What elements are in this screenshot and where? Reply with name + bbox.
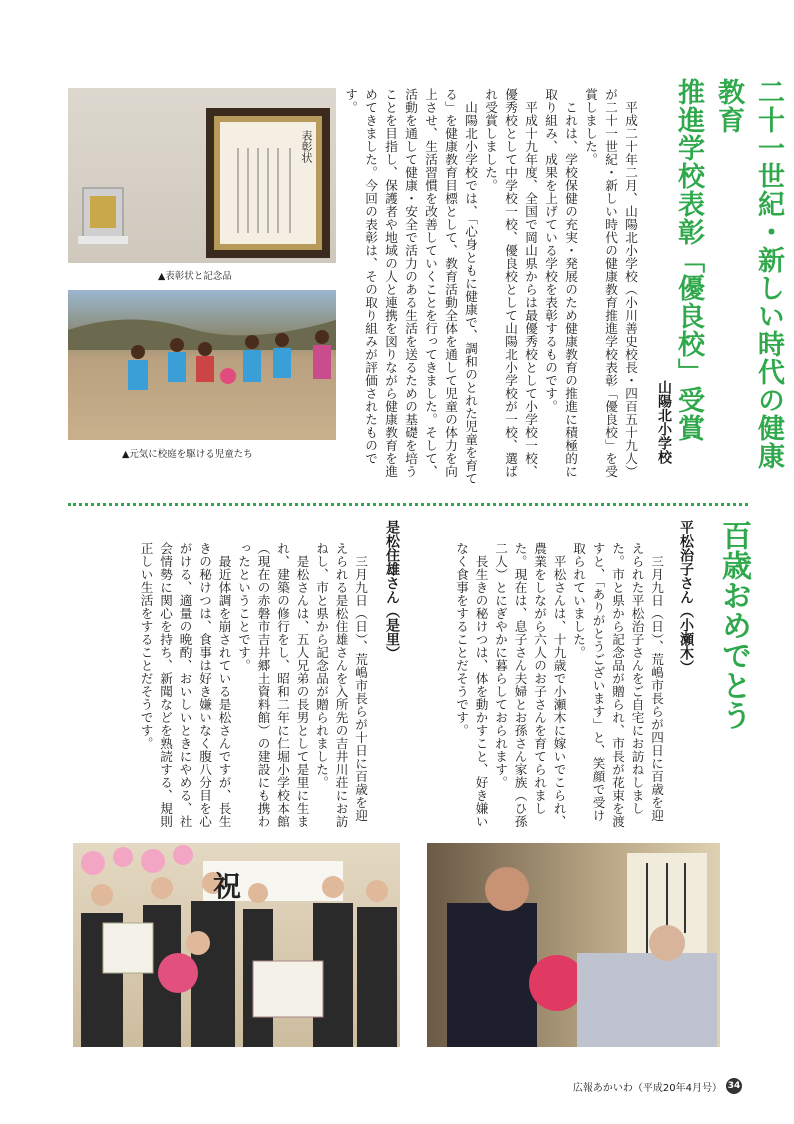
celebration-banner-char: 祝 <box>213 870 242 903</box>
article1-paragraph: 平成二十年二月、山陽北小学校（小川善史校長・四百五十九人）が二十一世紀・新しい時代の健康教育推進学校表彰「優良校」を受賞しました。 <box>583 88 638 478</box>
person1-paragraph: 平松さんは、十九歳で小瀬木に嫁いでこられ、農業をしながら六人のお子さんを育てられました。現在は、息子さん夫婦とお孫さん家族（ひ孫二人）とにぎやかに暮らしておられます。 <box>493 542 567 828</box>
flower-presentation-photo <box>427 843 720 1047</box>
article-title-line2: 推進学校表彰「優良校」受賞 <box>673 78 704 442</box>
person2-paragraph: 三月九日（日）、荒嶋市長らが十日に百歳を迎えられる是松住雄さんを入所先の吉井川荘にお訪ねし、市と県から記念品が贈られました。 <box>314 542 368 828</box>
article-title <box>673 78 788 488</box>
person1-body <box>430 542 666 832</box>
article1-paragraph: 山陽北小学校では、「心身ともに健康で、調和のとれた児童を育てる」を健康教育目標として、教育活動全体を通して児童の体力を向上させ、生活習慣を改善していくことを行ってきました。そして、活動を通して健康・安全で活力のある生活を送るための基礎を培うことを目指し、保護者や地域の人と連携を図りながら健康教育を進めてきました。今回の表彰は、その取り組みが評価されたものです。 <box>343 88 478 485</box>
kids-photo <box>68 290 336 440</box>
article1-paragraph: 平成十九年度、全国で岡山県からは最優秀校として小学校一校、優秀校として中学校一校、優良校として山陽北小学校が一校、選ばれ受賞しました。 <box>483 88 538 478</box>
person2-body <box>118 542 370 832</box>
person2-paragraph: 最近体調を崩されている是松さんですが、長生きの秘けつは、食事は好き嫌いなく腹八分目を心がける、適量の晩酌、おいしいときにやめる、社会情勢に関心を持ち、新聞などを熟読する、規則正しい生活をすることだそうです。 <box>138 542 232 828</box>
certificate-heading: 表彰状 <box>300 130 313 163</box>
person2-paragraph: 是松さんは、五人兄弟の長男として是里に生まれ、建築の修行をし、昭和二年に仁堀小学校本館（現在の赤磐市吉井郷土資料館）の建設にも携わったということです。 <box>236 542 310 828</box>
page-footer <box>573 1078 742 1094</box>
article1-body <box>340 88 640 488</box>
caption-kids: ▲元気に校庭を駆ける児童たち <box>122 449 253 460</box>
page-number: 34 <box>726 1078 742 1094</box>
centenarian-title: 百歳おめでとう <box>716 520 751 730</box>
publication-name: 広報あかいわ（平成20年4月号） <box>572 1082 722 1094</box>
person1-name: 平松治子さん（小瀬木） <box>678 520 694 674</box>
person2-name: 是松住雄さん（是里） <box>384 520 400 660</box>
award-photo <box>68 88 336 263</box>
article-author: 山陽北小学校 <box>656 380 672 464</box>
article-title-line1: 二十一世紀・新しい時代の健康教育 <box>713 78 784 470</box>
person1-paragraph: 三月九日（日）、荒嶋市長らが四日に百歳を迎えられた平松治子さんをご自宅にお訪ねしました。市と県から記念品が贈られ、市長が花束を渡すと、「ありがとうございます」と、笑顔で受け取られていました。 <box>571 542 664 828</box>
caption-award: ▲表彰状と記念品 <box>158 271 232 282</box>
person1-paragraph: 長生きの秘けつは、体を動かすこと、好き嫌いなく食事をすることだそうです。 <box>454 542 489 828</box>
article1-paragraph: これは、学校保健の充実・発展のため健康教育の推進に積極的に取り組み、成果を上げている学校を表彰するものです。 <box>543 88 578 478</box>
group-photo <box>73 843 400 1047</box>
section-divider <box>68 503 748 506</box>
